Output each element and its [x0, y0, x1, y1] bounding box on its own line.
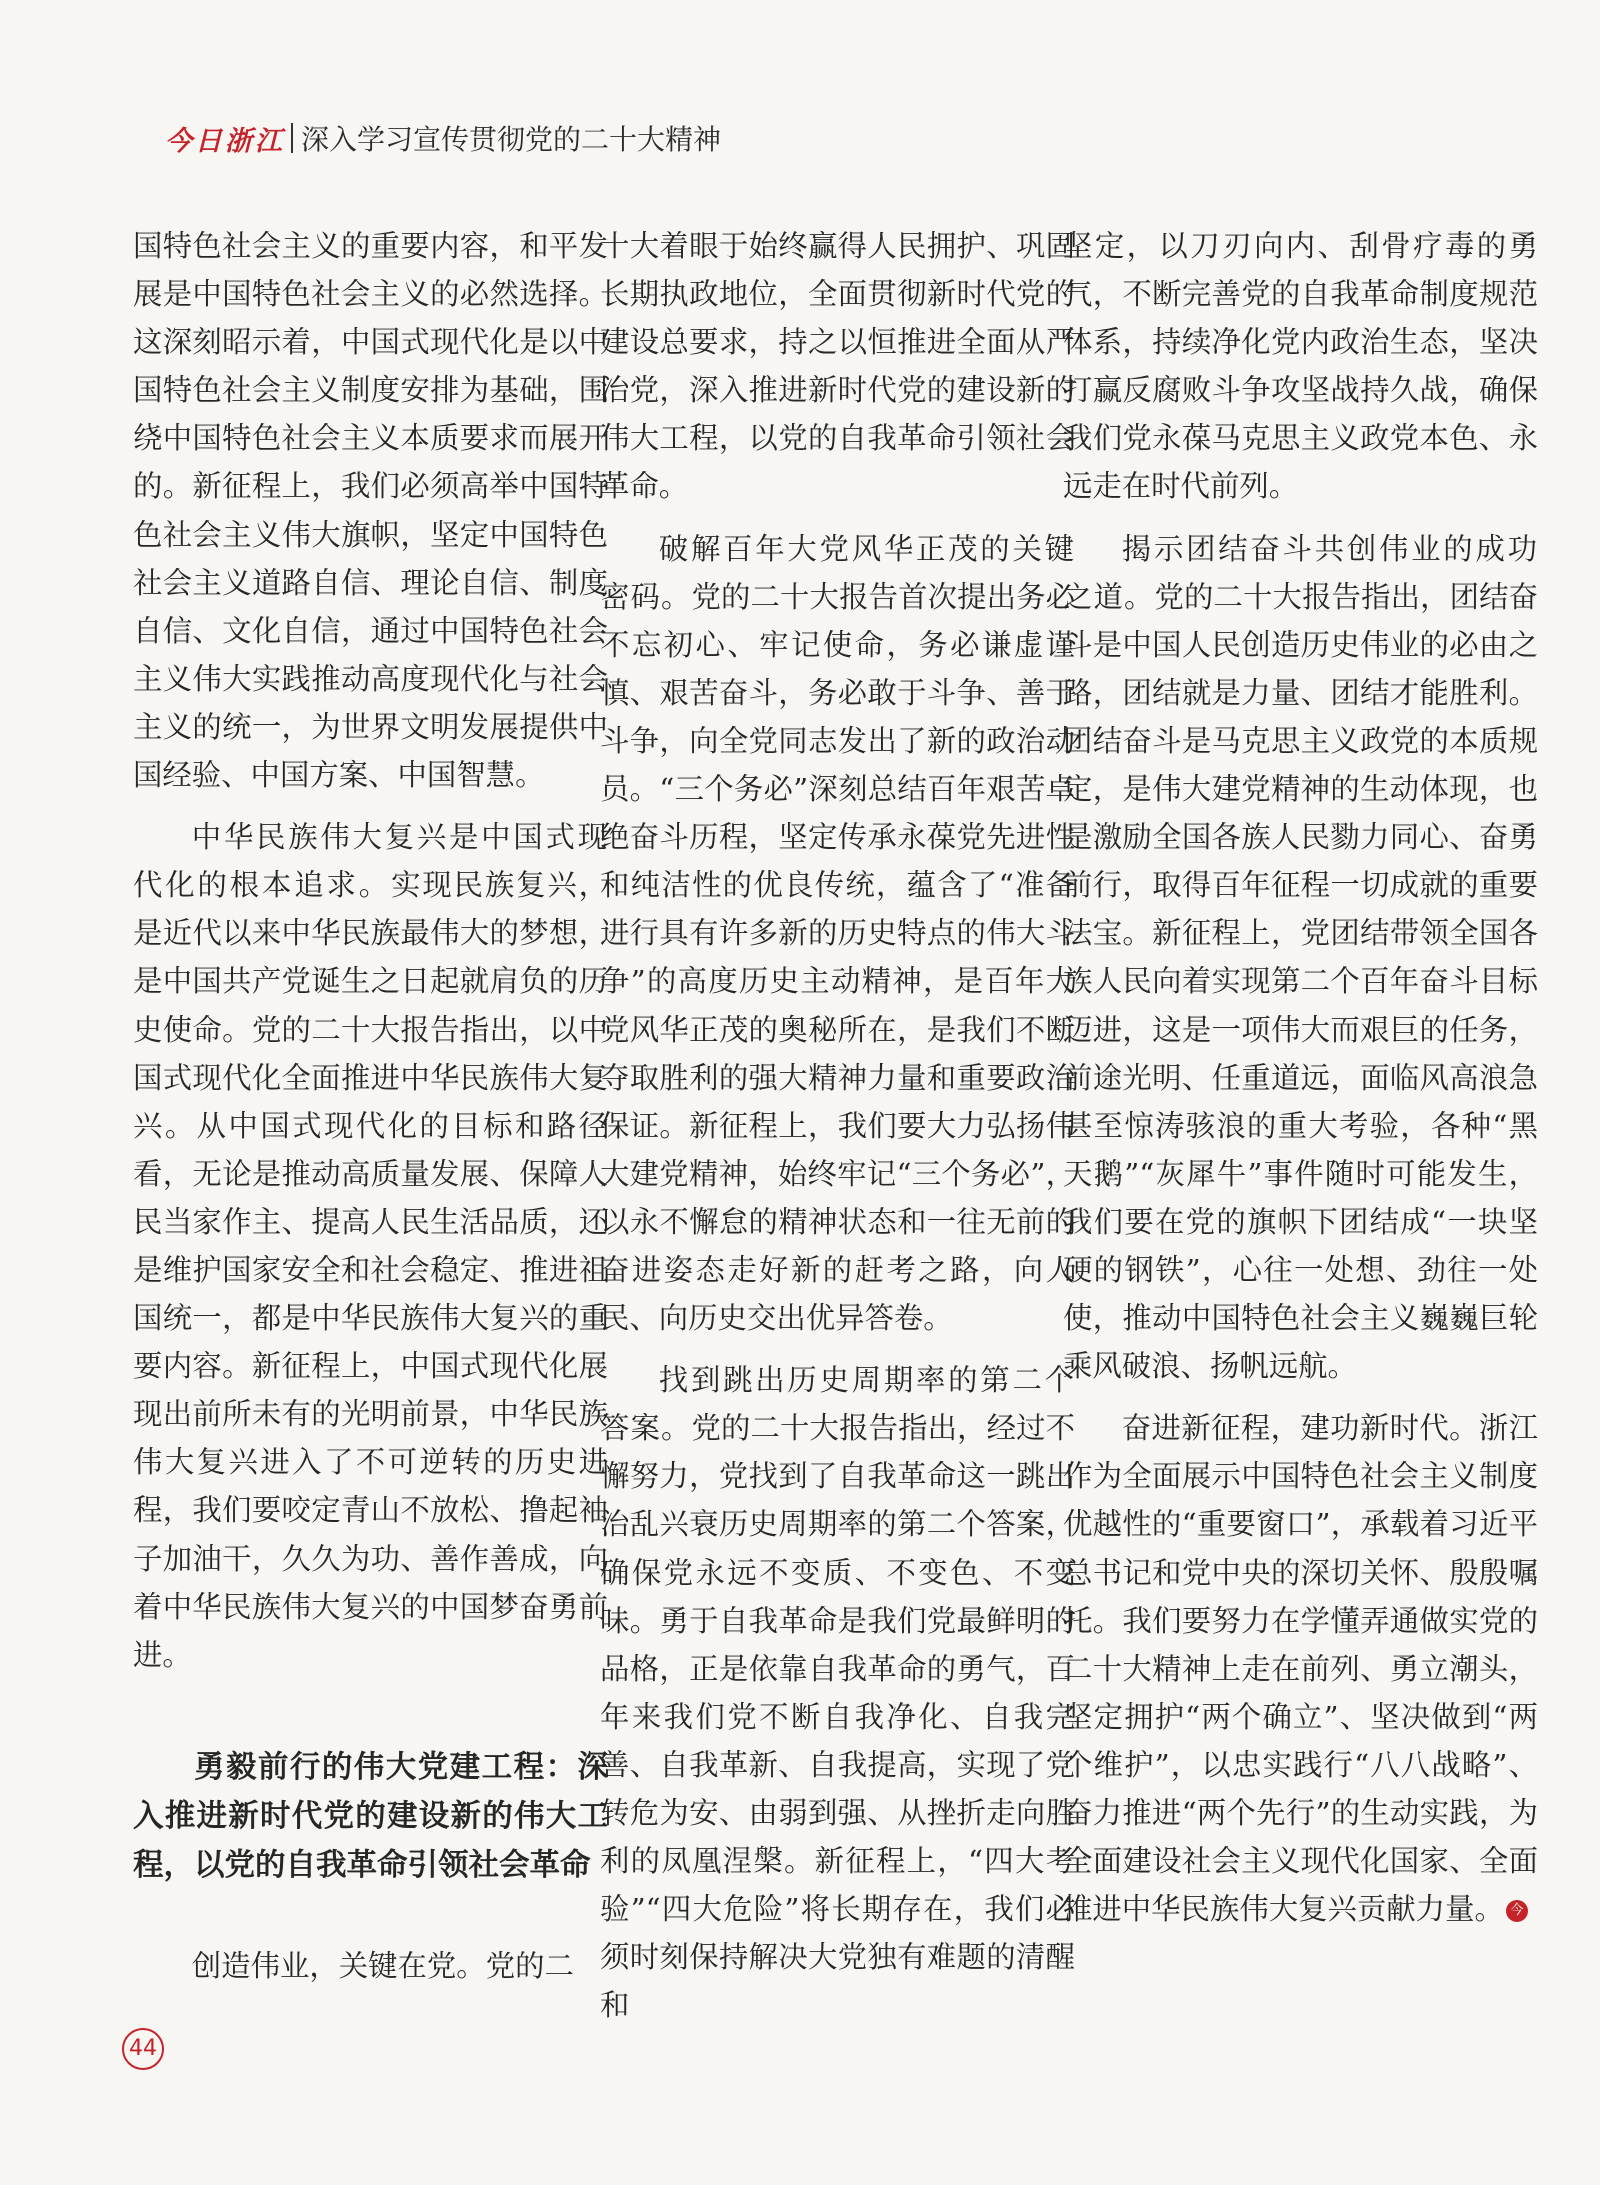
text-column-1: [133, 222, 608, 1990]
page-header: [165, 118, 721, 158]
section-title: 深入学习宣传贯彻党的二十大精神: [301, 123, 722, 156]
paragraph-lead: 破解百年大党风华正茂的关键密码。: [600, 531, 1075, 614]
paragraph-body: 党的二十大报告指出，团结奋斗是中国人民创造历史伟业的必由之路，团结就是力量、团结才能胜利。团结奋斗是马克思主义政党的本质规定，是伟大建党精神的生动体现，也是激励全国各族人民勠力同心、奋勇前行，取得百年征程一切成就的重要法宝。新征程上，党团结带领全国各族人民向着实现第二个百年奋斗目标迈进，这是一项伟大而艰巨的任务，前途光明、任重道远，面临风高浪急甚至惊涛骇浪的重大考验，各种“黑天鹅”“灰犀牛”事件随时可能发生，我们要在党的旗帜下团结成“一块坚硬的钢铁”，心往一处想、劲往一处使，推动中国特色社会主义巍巍巨轮乘风破浪、扬帆远航。: [1063, 579, 1539, 1384]
paragraph: 十大着眼于始终赢得人民拥护、巩固长期执政地位，全面贯彻新时代党的建设总要求，持之以恒推进全面从严治党，深入推进新时代党的建设新的伟大工程，以党的自我革命引领社会革命。: [600, 229, 1075, 504]
paragraph: [600, 525, 1075, 1343]
paragraph-body: 实现民族复兴，是近代以来中华民族最伟大的梦想，是中国共产党诞生之日起就肩负的历史使命。党的二十大报告指出，以中国式现代化全面推进中华民族伟大复兴。从中国式现代化的目标和路径看，无论是推动高质量发展、保障人民当家作主、提高人民生活品质，还是维护国家安全和社会稳定、推进祖国统一，都是中华民族伟大复兴的重要内容。新征程上，中国式现代化展现出前所未有的光明前景，中华民族伟大复兴进入了不可逆转的历史进程，我们要咬定青山不放松、撸起袖子加油干，久久为功、善作善成，向着中华民族伟大复兴的中国梦奋勇前进。: [133, 868, 608, 1672]
paragraph: 创造伟业，关键在党。党的二: [191, 1948, 574, 1983]
paragraph-body: 党的二十大报告指出，经过不懈努力，党找到了自我革命这一跳出治乱兴衰历史周期率的第二个答案，确保党永远不变质、不变色、不变味。勇于自我革命是我们党最鲜明的品格，正是依靠自我革命的勇气，百年来我们党不断自我净化、自我完善、自我革新、自我提高，实现了党转危为安、由弱到强、从挫折走向胜利的凤凰涅槃。新征程上，“四大考验”“四大危险”将长期存在，我们必须时刻保持解决大党独有难题的清醒和: [600, 1411, 1076, 2023]
section-heading: 勇毅前行的伟大党建工程：深入推进新时代党的建设新的伟大工程，以党的自我革命引领社会革命: [133, 1749, 608, 1883]
paragraph: 国特色社会主义的重要内容，和平发展是中国特色社会主义的必然选择。这深刻昭示着，中国式现代化是以中国特色社会主义制度安排为基础，围绕中国特色社会主义本质要求而展开的。新征程上，我们必须高举中国特色社会主义伟大旗帜，坚定中国特色社会主义道路自信、理论自信、制度自信、文化自信，通过中国特色社会主义伟大实践推动高度现代化与社会主义的统一，为世界文明发展提供中国经验、中国方案、中国智慧。: [133, 229, 608, 793]
header-divider: [291, 123, 293, 153]
paragraph-lead: 揭示团结奋斗共创伟业的成功之道。: [1063, 531, 1538, 614]
magazine-logo: 今日浙江: [165, 125, 285, 157]
text-column-2: [600, 222, 1075, 2029]
paragraph-lead: 找到跳出历史周期率的第二个答案。: [600, 1363, 1075, 1446]
page-number: 44: [122, 2028, 164, 2070]
paragraph-body: 奋进新征程，建功新时代。浙江作为全面展示中国特色社会主义制度优越性的“重要窗口”，承载着习近平总书记和党中央的深切关怀、殷殷嘱托。我们要努力在学懂弄通做实党的二十大精神上走在前列、勇立潮头，坚定拥护“两个确立”、坚决做到“两个维护”，以忠实践行“八八战略”、奋力推进“两个先行”的生动实践，为全面建设社会主义现代化国家、全面推进中华民族伟大复兴贡献力量。: [1063, 1411, 1538, 1927]
paragraph: [1063, 1404, 1538, 1933]
paragraph-body: 党的二十大报告首次提出务必不忘初心、牢记使命，务必谦虚谨慎、艰苦奋斗，务必敢于斗争、善于斗争，向全党同志发出了新的政治动员。“三个务必”深刻总结百年艰苦卓绝奋斗历程，坚定传承永葆党先进性和纯洁性的优良传统，蕴含了“准备进行具有许多新的历史特点的伟大斗争”的高度历史主动精神，是百年大党风华正茂的奥秘所在，是我们不断夺取胜利的强大精神力量和重要政治保证。新征程上，我们要大力弘扬伟大建党精神，始终牢记“三个务必”，以永不懈怠的精神状态和一往无前的奋进姿态走好新的赶考之路，向人民、向历史交出优异答卷。: [600, 579, 1076, 1336]
paragraph: [1063, 525, 1538, 1391]
paragraph-lead: 中华民族伟大复兴是中国式现代化的根本追求。: [133, 820, 608, 903]
paragraph: [600, 1356, 1075, 2029]
paragraph: 坚定，以刀刃向内、刮骨疗毒的勇气，不断完善党的自我革命制度规范体系，持续净化党内政治生态，坚决打赢反腐败斗争攻坚战持久战，确保我们党永葆马克思主义政党本色、永远走在时代前列。: [1063, 229, 1538, 504]
paragraph: [133, 813, 608, 1679]
end-of-article-icon: 今: [1506, 1900, 1528, 1922]
text-column-3: [1063, 222, 1538, 1933]
